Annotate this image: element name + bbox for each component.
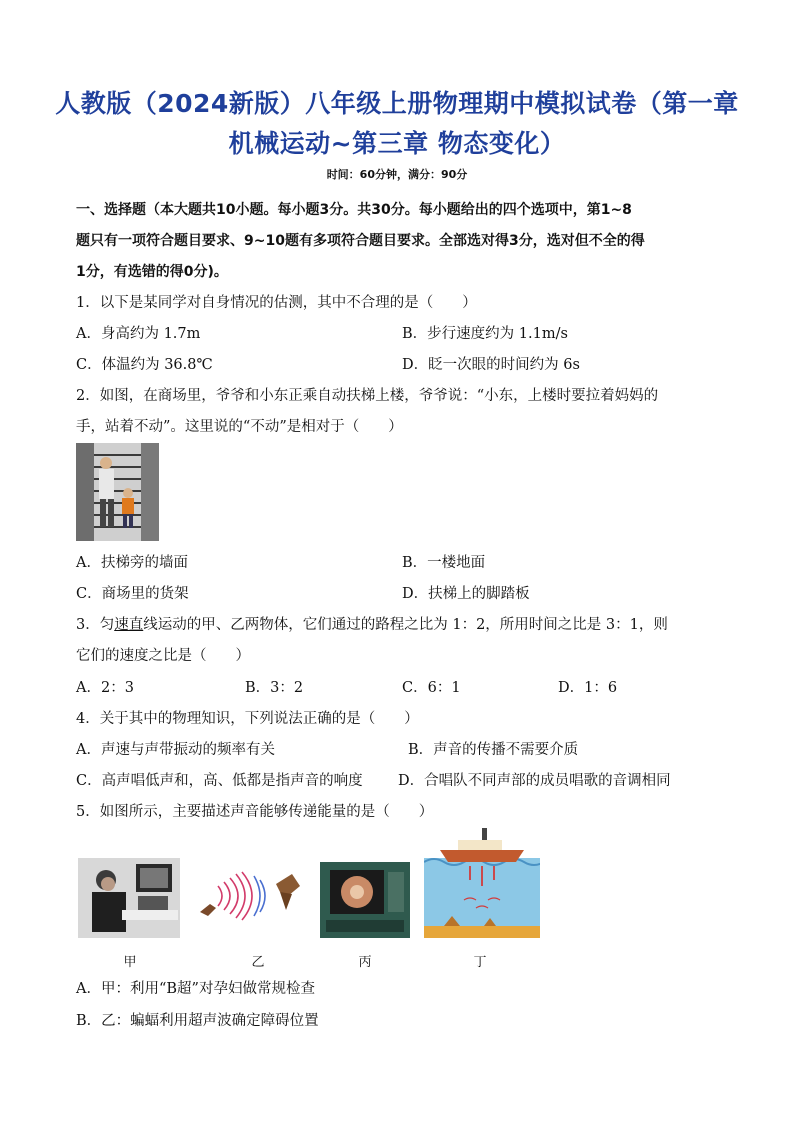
q4-option-d: D．合唱队不同声部的成员唱歌的音调相同 <box>398 773 671 789</box>
q5-stem: 5．如图所示，主要描述声音能够传递能量的是（ ） <box>76 804 434 820</box>
q1-stem: 1．以下是某同学对自身情况的估测，其中不合理的是（ ） <box>76 295 477 311</box>
q5-option-a: A．甲：利用“B超”对孕妇做常规检查 <box>76 981 315 997</box>
q3-option-d: D．1：6 <box>558 680 618 696</box>
bat-echolocation-illustration <box>196 866 304 934</box>
exam-title-line2: 机械运动~第三章 物态变化） <box>228 129 566 158</box>
q2-option-d: D．扶梯上的脚踏板 <box>402 586 530 602</box>
q3-stem-underlined: 速直 <box>114 617 144 633</box>
q3-stem-post: 线运动的甲、乙两物体，它们通过的路程之比为 1：2，所用时间之比是 3：1，则 <box>143 617 668 633</box>
ultrasound-exam-photo <box>78 858 180 938</box>
q1-option-d: D．眨一次眼的时间约为 6s <box>402 357 580 373</box>
section-intro-line2: 题只有一项符合题目要求、9~10题有多项符合题目要求。全部选对得3分，选对但不全的得 <box>76 233 645 249</box>
q3-stem-line1 <box>76 613 668 634</box>
q2-option-a: A．扶梯旁的墙面 <box>76 555 188 571</box>
q4-option-b: B．声音的传播不需要介质 <box>408 742 579 758</box>
caption-jia: 甲 <box>123 955 137 970</box>
q2-stem-line2: 手，站着不动”。这里说的“不动”是相对于（ ） <box>76 419 403 435</box>
section-intro-line1: 一、选择题（本大题共10小题。每小题3分。共30分。每小题给出的四个选项中，第1~8 <box>76 202 632 218</box>
caption-yi: 乙 <box>251 955 265 970</box>
exam-title-line1: 人教版（2024新版）八年级上册物理期中模拟试卷（第一章 <box>55 89 739 118</box>
exam-meta: 时间：60分钟，满分：90分 <box>326 168 468 181</box>
caption-bing: 丙 <box>358 955 372 970</box>
q2-option-c: C．商场里的货架 <box>76 586 189 602</box>
q1-option-c: C．体温约为 36.8℃ <box>76 357 213 373</box>
escalator-photo <box>76 443 159 541</box>
section-intro-line3: 1分，有选错的得0分)。 <box>76 264 228 280</box>
q5-option-b: B．乙：蝙蝠利用超声波确定障碍位置 <box>76 1013 319 1029</box>
caption-ding: 丁 <box>473 955 487 970</box>
q3-stem-line2: 它们的速度之比是（ ） <box>76 648 250 664</box>
q1-option-a: A．身高约为 1.7m <box>76 326 201 342</box>
q3-stem-pre: 3．匀 <box>76 617 115 633</box>
q4-stem: 4．关于其中的物理知识，下列说法正确的是（ ） <box>76 711 419 727</box>
q2-option-b: B．一楼地面 <box>402 555 486 571</box>
q1-option-b: B．步行速度约为 1.1m/s <box>402 326 568 342</box>
q3-option-a: A．2：3 <box>76 680 134 696</box>
q2-stem-line1: 2．如图，在商场里，爷爷和小东正乘自动扶梯上楼，爷爷说：“小东，上楼时要拉着妈妈的 <box>76 388 659 404</box>
ship-sonar-illustration <box>424 822 540 938</box>
q4-option-c: C．高声唱低声和，高、低都是指声音的响度 <box>76 773 363 789</box>
medical-monitor-photo <box>320 862 410 938</box>
q3-option-c: C．6：1 <box>402 680 461 696</box>
q3-option-b: B．3：2 <box>245 680 304 696</box>
q4-option-a: A．声速与声带振动的频率有关 <box>76 742 275 758</box>
